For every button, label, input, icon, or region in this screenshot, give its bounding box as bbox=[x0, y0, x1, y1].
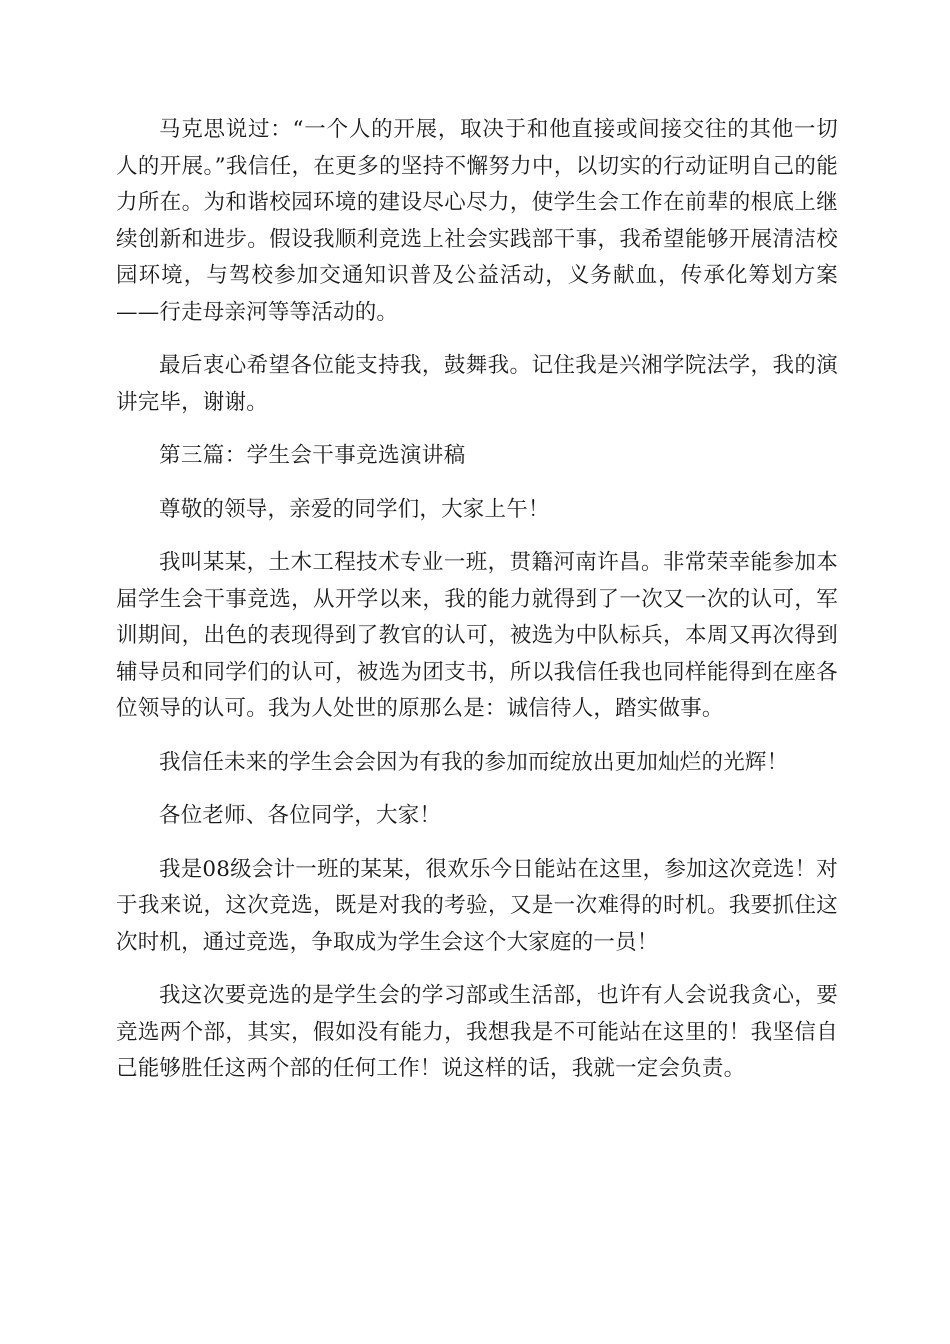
paragraph-future-confidence: 我信任未来的学生会会因为有我的参加而绽放出更加灿烂的光辉！ bbox=[159, 749, 789, 775]
paragraph-second-greeting: 各位老师、各位同学，大家！ bbox=[159, 803, 442, 828]
section-heading: 第三篇：学生会干事竞选演讲稿 bbox=[159, 443, 466, 468]
paragraph-closing-thanks: 最后衷心希望各位能支持我，鼓舞我。记住我是兴湘学院法学，我的演讲完毕，谢谢。 bbox=[116, 353, 838, 415]
paragraph-greeting: 尊敬的领导，亲爱的同学们，大家上午！ bbox=[159, 496, 550, 522]
paragraph-self-introduction: 我叫某某，土木工程技术专业一班，贯籍河南许昌。非常荣幸能参加本届学生会干事竞选，从开学以来，我的能力就得到了一次又一次的认可，军训期间，出色的表现得到了教官的认可，被选为中队标兵，本周又再次得到辅导员和同学们的认可，被选为团支书，所以我信任我也同样能得到在座各位领导的认可。我为人处世的原那么是：诚信待人，踏实做事。 bbox=[116, 550, 838, 721]
paragraph-department-choice: 我这次要竞选的是学生会的学习部或生活部，也许有人会说我贪心，要竞选两个部，其实，假如没有能力，我想我是不可能站在这里的！我坚信自己能够胜任这两个部的任何工作！说这样的话，我就一定会负责。 bbox=[116, 983, 838, 1081]
document-body bbox=[116, 112, 838, 1105]
paragraph-marx-quote: 马克思说过：“一个人的开展，取决于和他直接或间接交往的其他一切人的开展。”我信任，在更多的坚持不懈努力中，以切实的行动证明自己的能力所在。为和谐校园环境的建设尽心尽力，使学生会工作在前辈的根底上继续创新和进步。假设我顺利竞选上社会实践部干事，我希望能够开展清洁校园环境，与驾校参加交通知识普及公益活动，义务献血，传承化筹划方案——行走母亲河等等活动的。 bbox=[116, 117, 838, 325]
paragraph-candidate-intro: 我是08级会计一班的某某，很欢乐今日能站在这里，参加这次竞选！对于我来说，这次竞选，既是对我的考验，又是一次难得的时机。我要抓住这次时机，通过竞选，争取成为学生会这个大家庭的一员！ bbox=[116, 856, 838, 955]
